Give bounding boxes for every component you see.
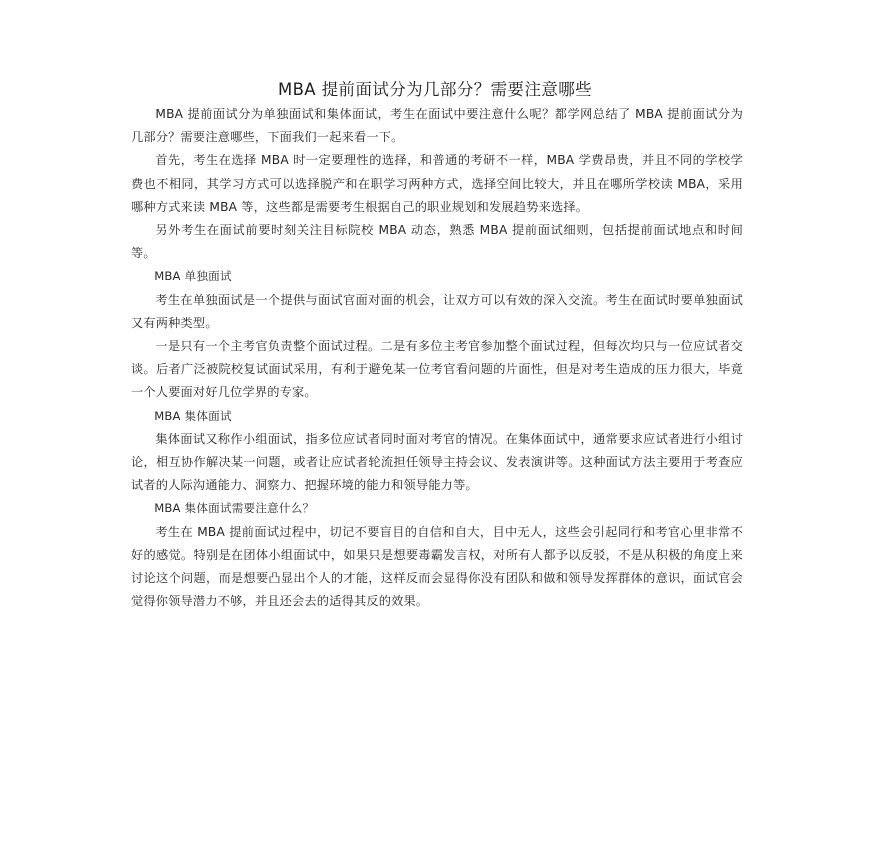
group-interview-notes-paragraph: 考生在 MBA 提前面试过程中，切记不要盲目的自信和自大，目中无人，这些会引起同行和考官心里非常不好的感觉。特别是在团体小组面试中，如果只是想要毒霸发言权，对所有人都予以反驳，不是从积极的角度上来讨论这个问题，而是想要凸显出个人的才能，这样反而会显得你没有团队和做和领导发挥群体的意识，面试官会觉得你领导潜力不够，并且还会去的适得其反的效果。: [131, 524, 743, 609]
document-body: [131, 103, 743, 613]
single-interview-types-paragraph: 一是只有一个主考官负责整个面试过程。二是有多位主考官参加整个面试过程，但每次均只与一位应试者交谈。后者广泛被院校复试面试采用，有利于避免某一位考官看问题的片面性，但是对考生造成的压力很大，毕竟一个人要面对好几位学界的专家。: [131, 339, 743, 400]
intro-paragraph: MBA 提前面试分为单独面试和集体面试，考生在面试中要注意什么呢？都学网总结了 MBA 提前面试分为几部分？需要注意哪些，下面我们一起来看一下。: [131, 107, 743, 145]
group-interview-paragraph: 集体面试又称作小组面试，指多位应试者同时面对考官的情况。在集体面试中，通常要求应试者进行小组讨论，相互协作解决某一问题，或者让应试者轮流担任领导主持会议、发表演讲等。这种面试方法主要用于考查应试者的人际沟通能力、洞察力、把握环境的能力和领导能力等。: [131, 431, 743, 493]
group-interview-heading: MBA 集体面试: [154, 408, 232, 423]
single-interview-heading: MBA 单独面试: [154, 269, 232, 284]
single-interview-paragraph: 考生在单独面试是一个提供与面试官面对面的机会，让双方可以有效的深入交流。考生在面试时要单独面试又有两种类型。: [131, 292, 743, 330]
preparation-paragraph: 另外考生在面试前要时刻关注目标院校 MBA 动态，熟悉 MBA 提前面试细则，包括提前面试地点和时间等。: [131, 223, 743, 261]
group-interview-notes-heading: MBA 集体面试需要注意什么？: [154, 501, 315, 516]
selection-paragraph: 首先，考生在选择 MBA 时一定要理性的选择，和普通的考研不一样，MBA 学费昂贵，并且不同的学校学费也不相同，其学习方式可以选择脱产和在职学习两种方式，选择空间比较大，并且在哪所学校读 MBA，采用哪种方式来读 MBA 等，这些都是需要考生根据自己的职业规划和发展趋势来选择。: [131, 153, 743, 214]
document-title: MBA 提前面试分为几部分？需要注意哪些: [277, 80, 593, 99]
